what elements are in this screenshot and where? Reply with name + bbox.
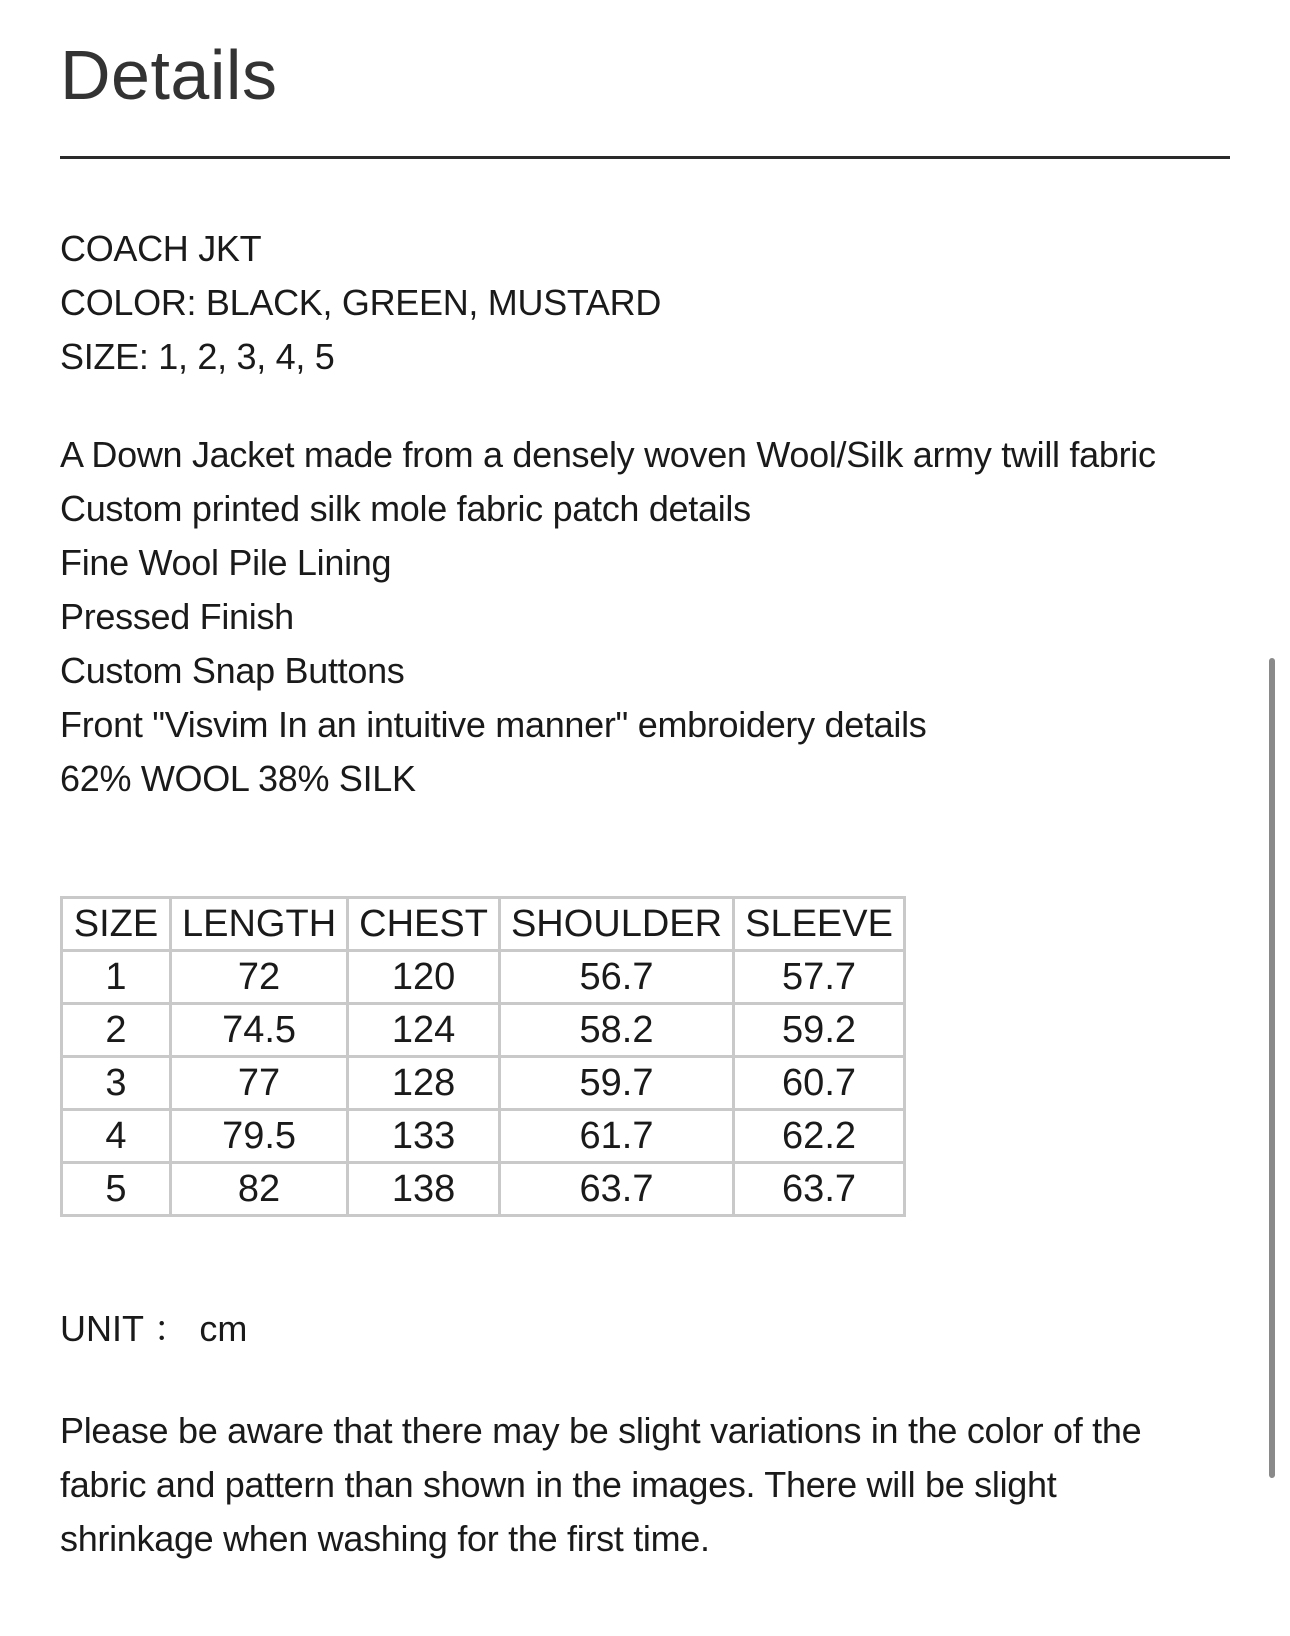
table-row — [62, 951, 905, 1004]
cell-length: 72 — [171, 951, 348, 1004]
cell-shoulder: 63.7 — [499, 1163, 733, 1216]
table-row — [62, 1004, 905, 1057]
description-line: Custom Snap Buttons — [60, 650, 405, 691]
cell-sleeve: 57.7 — [734, 951, 905, 1004]
title-divider — [60, 156, 1230, 159]
description-line: Front "Visvim In an intuitive manner" embroidery details — [60, 704, 927, 745]
cell-size: 2 — [62, 1004, 171, 1057]
cell-shoulder: 56.7 — [499, 951, 733, 1004]
cell-length: 77 — [171, 1057, 348, 1110]
vertical-scrollbar[interactable] — [1269, 658, 1275, 1478]
size-chart-table — [60, 896, 906, 1217]
cell-size: 5 — [62, 1163, 171, 1216]
cell-shoulder: 58.2 — [499, 1004, 733, 1057]
cell-chest: 133 — [348, 1110, 500, 1163]
unit-label: UNIT ： cm — [60, 1308, 248, 1349]
product-meta — [60, 222, 661, 384]
description-line: Custom printed silk mole fabric patch details — [60, 488, 751, 529]
cell-length: 82 — [171, 1163, 348, 1216]
header-shoulder: SHOULDER — [499, 898, 733, 951]
cell-size: 4 — [62, 1110, 171, 1163]
cell-size: 3 — [62, 1057, 171, 1110]
table-row — [62, 1110, 905, 1163]
description-line: Pressed Finish — [60, 596, 294, 637]
header-chest: CHEST — [348, 898, 500, 951]
description-line: Fine Wool Pile Lining — [60, 542, 392, 583]
header-length: LENGTH — [171, 898, 348, 951]
cell-shoulder: 59.7 — [499, 1057, 733, 1110]
cell-sleeve: 63.7 — [734, 1163, 905, 1216]
cell-shoulder: 61.7 — [499, 1110, 733, 1163]
description-line: A Down Jacket made from a densely woven Wool/Silk army twill fabric — [60, 434, 1156, 475]
cell-sleeve: 59.2 — [734, 1004, 905, 1057]
cell-chest: 120 — [348, 951, 500, 1004]
product-name: COACH JKT — [60, 228, 262, 269]
cell-sleeve: 62.2 — [734, 1110, 905, 1163]
description-line: 62% WOOL 38% SILK — [60, 758, 416, 799]
cell-length: 79.5 — [171, 1110, 348, 1163]
cell-chest: 138 — [348, 1163, 500, 1216]
product-colors: COLOR: BLACK, GREEN, MUSTARD — [60, 282, 662, 323]
product-description — [60, 428, 1190, 806]
cell-length: 74.5 — [171, 1004, 348, 1057]
cell-chest: 128 — [348, 1057, 500, 1110]
page-title: Details — [60, 36, 278, 114]
table-row — [62, 1163, 905, 1216]
header-sleeve: SLEEVE — [734, 898, 905, 951]
header-size: SIZE — [62, 898, 171, 951]
product-sizes: SIZE: 1, 2, 3, 4, 5 — [60, 336, 335, 377]
cell-size: 1 — [62, 951, 171, 1004]
cell-chest: 124 — [348, 1004, 500, 1057]
disclaimer-note: Please be aware that there may be slight variations in the color of the fabric and pattern than shown in the images. There will be slight shrinkage when washing for the first time. — [60, 1410, 1142, 1559]
table-header-row — [62, 898, 905, 951]
cell-sleeve: 60.7 — [734, 1057, 905, 1110]
table-row — [62, 1057, 905, 1110]
